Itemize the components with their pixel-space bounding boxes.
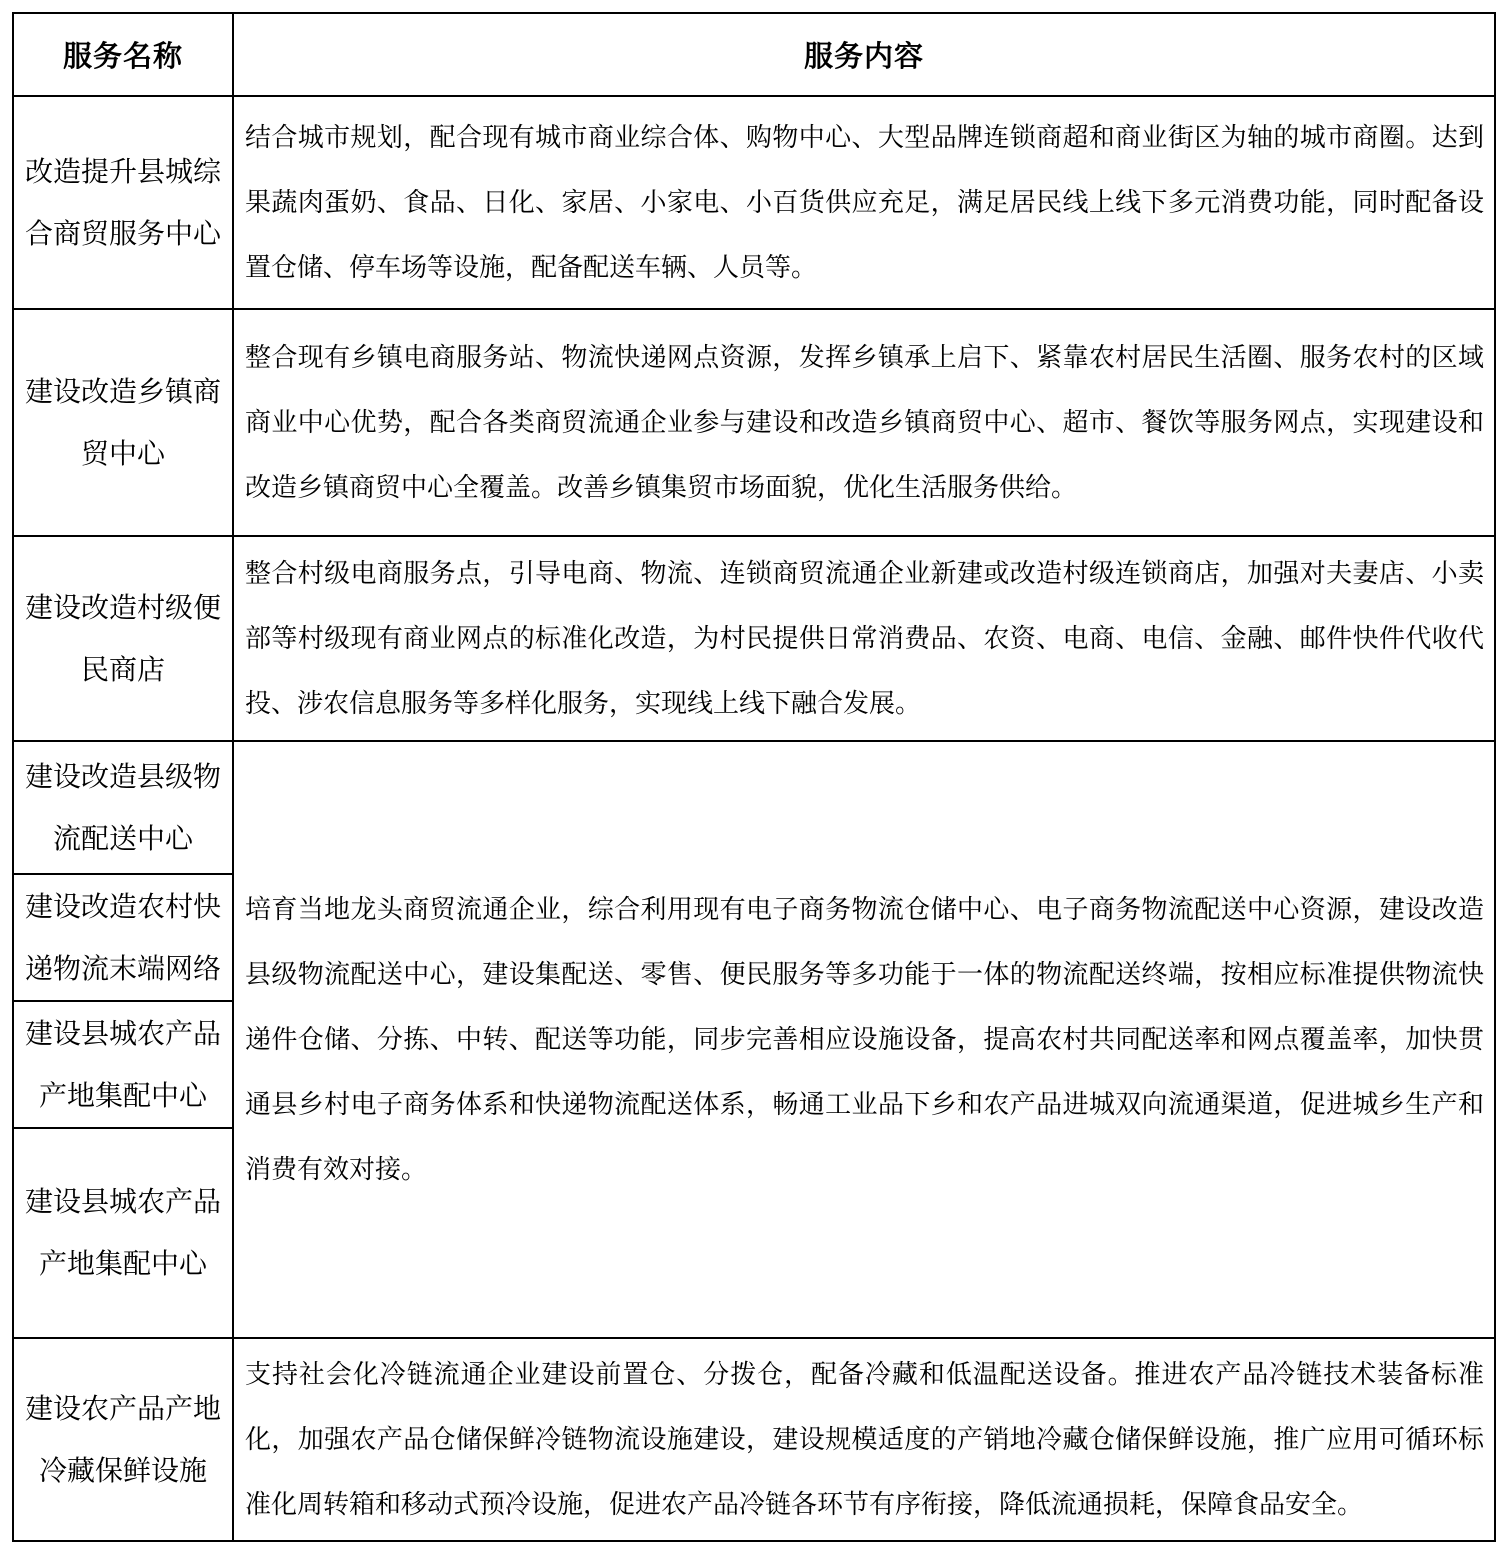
header-cell-service-name: 服务名称: [13, 13, 233, 96]
header-cell-service-content: 服务内容: [233, 13, 1495, 96]
service-name-cell: 建设改造农村快递物流末端网络: [13, 874, 233, 1001]
table-row: [13, 309, 1495, 536]
service-name-cell: 建设农产品产地冷藏保鲜设施: [13, 1338, 233, 1541]
table-row: [13, 96, 1495, 309]
service-content-cell: 整合村级电商服务点，引导电商、物流、连锁商贸流通企业新建或改造村级连锁商店，加强对夫妻店、小卖部等村级现有商业网点的标准化改造，为村民提供日常消费品、农资、电商、电信、金融、邮件快件代收代投、涉农信息服务等多样化服务，实现线上线下融合发展。: [233, 536, 1495, 741]
service-content-cell: 整合现有乡镇电商服务站、物流快递网点资源，发挥乡镇承上启下、紧靠农村居民生活圈、服务农村的区域商业中心优势，配合各类商贸流通企业参与建设和改造乡镇商贸中心、超市、餐饮等服务网点，实现建设和改造乡镇商贸中心全覆盖。改善乡镇集贸市场面貌，优化生活服务供给。: [233, 309, 1495, 536]
service-name-cell: 建设县城农产品产地集配中心: [13, 1128, 233, 1338]
service-name-cell: 建设县城农产品产地集配中心: [13, 1001, 233, 1128]
table-row: [13, 741, 1495, 874]
service-content-cell: 结合城市规划，配合现有城市商业综合体、购物中心、大型品牌连锁商超和商业街区为轴的城市商圈。达到果蔬肉蛋奶、食品、日化、家居、小家电、小百货供应充足，满足居民线上线下多元消费功能，同时配备设置仓储、停车场等设施，配备配送车辆、人员等。: [233, 96, 1495, 309]
table-header-row: [13, 13, 1495, 96]
service-name-cell: 改造提升县城综合商贸服务中心: [13, 96, 233, 309]
table-row: [13, 1338, 1495, 1541]
services-table: [12, 12, 1496, 1542]
service-content-cell: 支持社会化冷链流通企业建设前置仓、分拨仓，配备冷藏和低温配送设备。推进农产品冷链技术装备标准化，加强农产品仓储保鲜冷链物流设施建设，建设规模适度的产销地冷藏仓储保鲜设施，推广应用可循环标准化周转箱和移动式预冷设施，促进农产品冷链各环节有序衔接，降低流通损耗，保障食品安全。: [233, 1338, 1495, 1541]
service-content-cell-merged: 培育当地龙头商贸流通企业，综合利用现有电子商务物流仓储中心、电子商务物流配送中心资源，建设改造县级物流配送中心，建设集配送、零售、便民服务等多功能于一体的物流配送终端，按相应标准提供物流快递件仓储、分拣、中转、配送等功能，同步完善相应设施设备，提高农村共同配送率和网点覆盖率，加快贯通县乡村电子商务体系和快递物流配送体系，畅通工业品下乡和农产品进城双向流通渠道，促进城乡生产和消费有效对接。: [233, 741, 1495, 1338]
table-row: [13, 536, 1495, 741]
service-name-cell: 建设改造乡镇商贸中心: [13, 309, 233, 536]
service-name-cell: 建设改造县级物流配送中心: [13, 741, 233, 874]
service-name-cell: 建设改造村级便民商店: [13, 536, 233, 741]
